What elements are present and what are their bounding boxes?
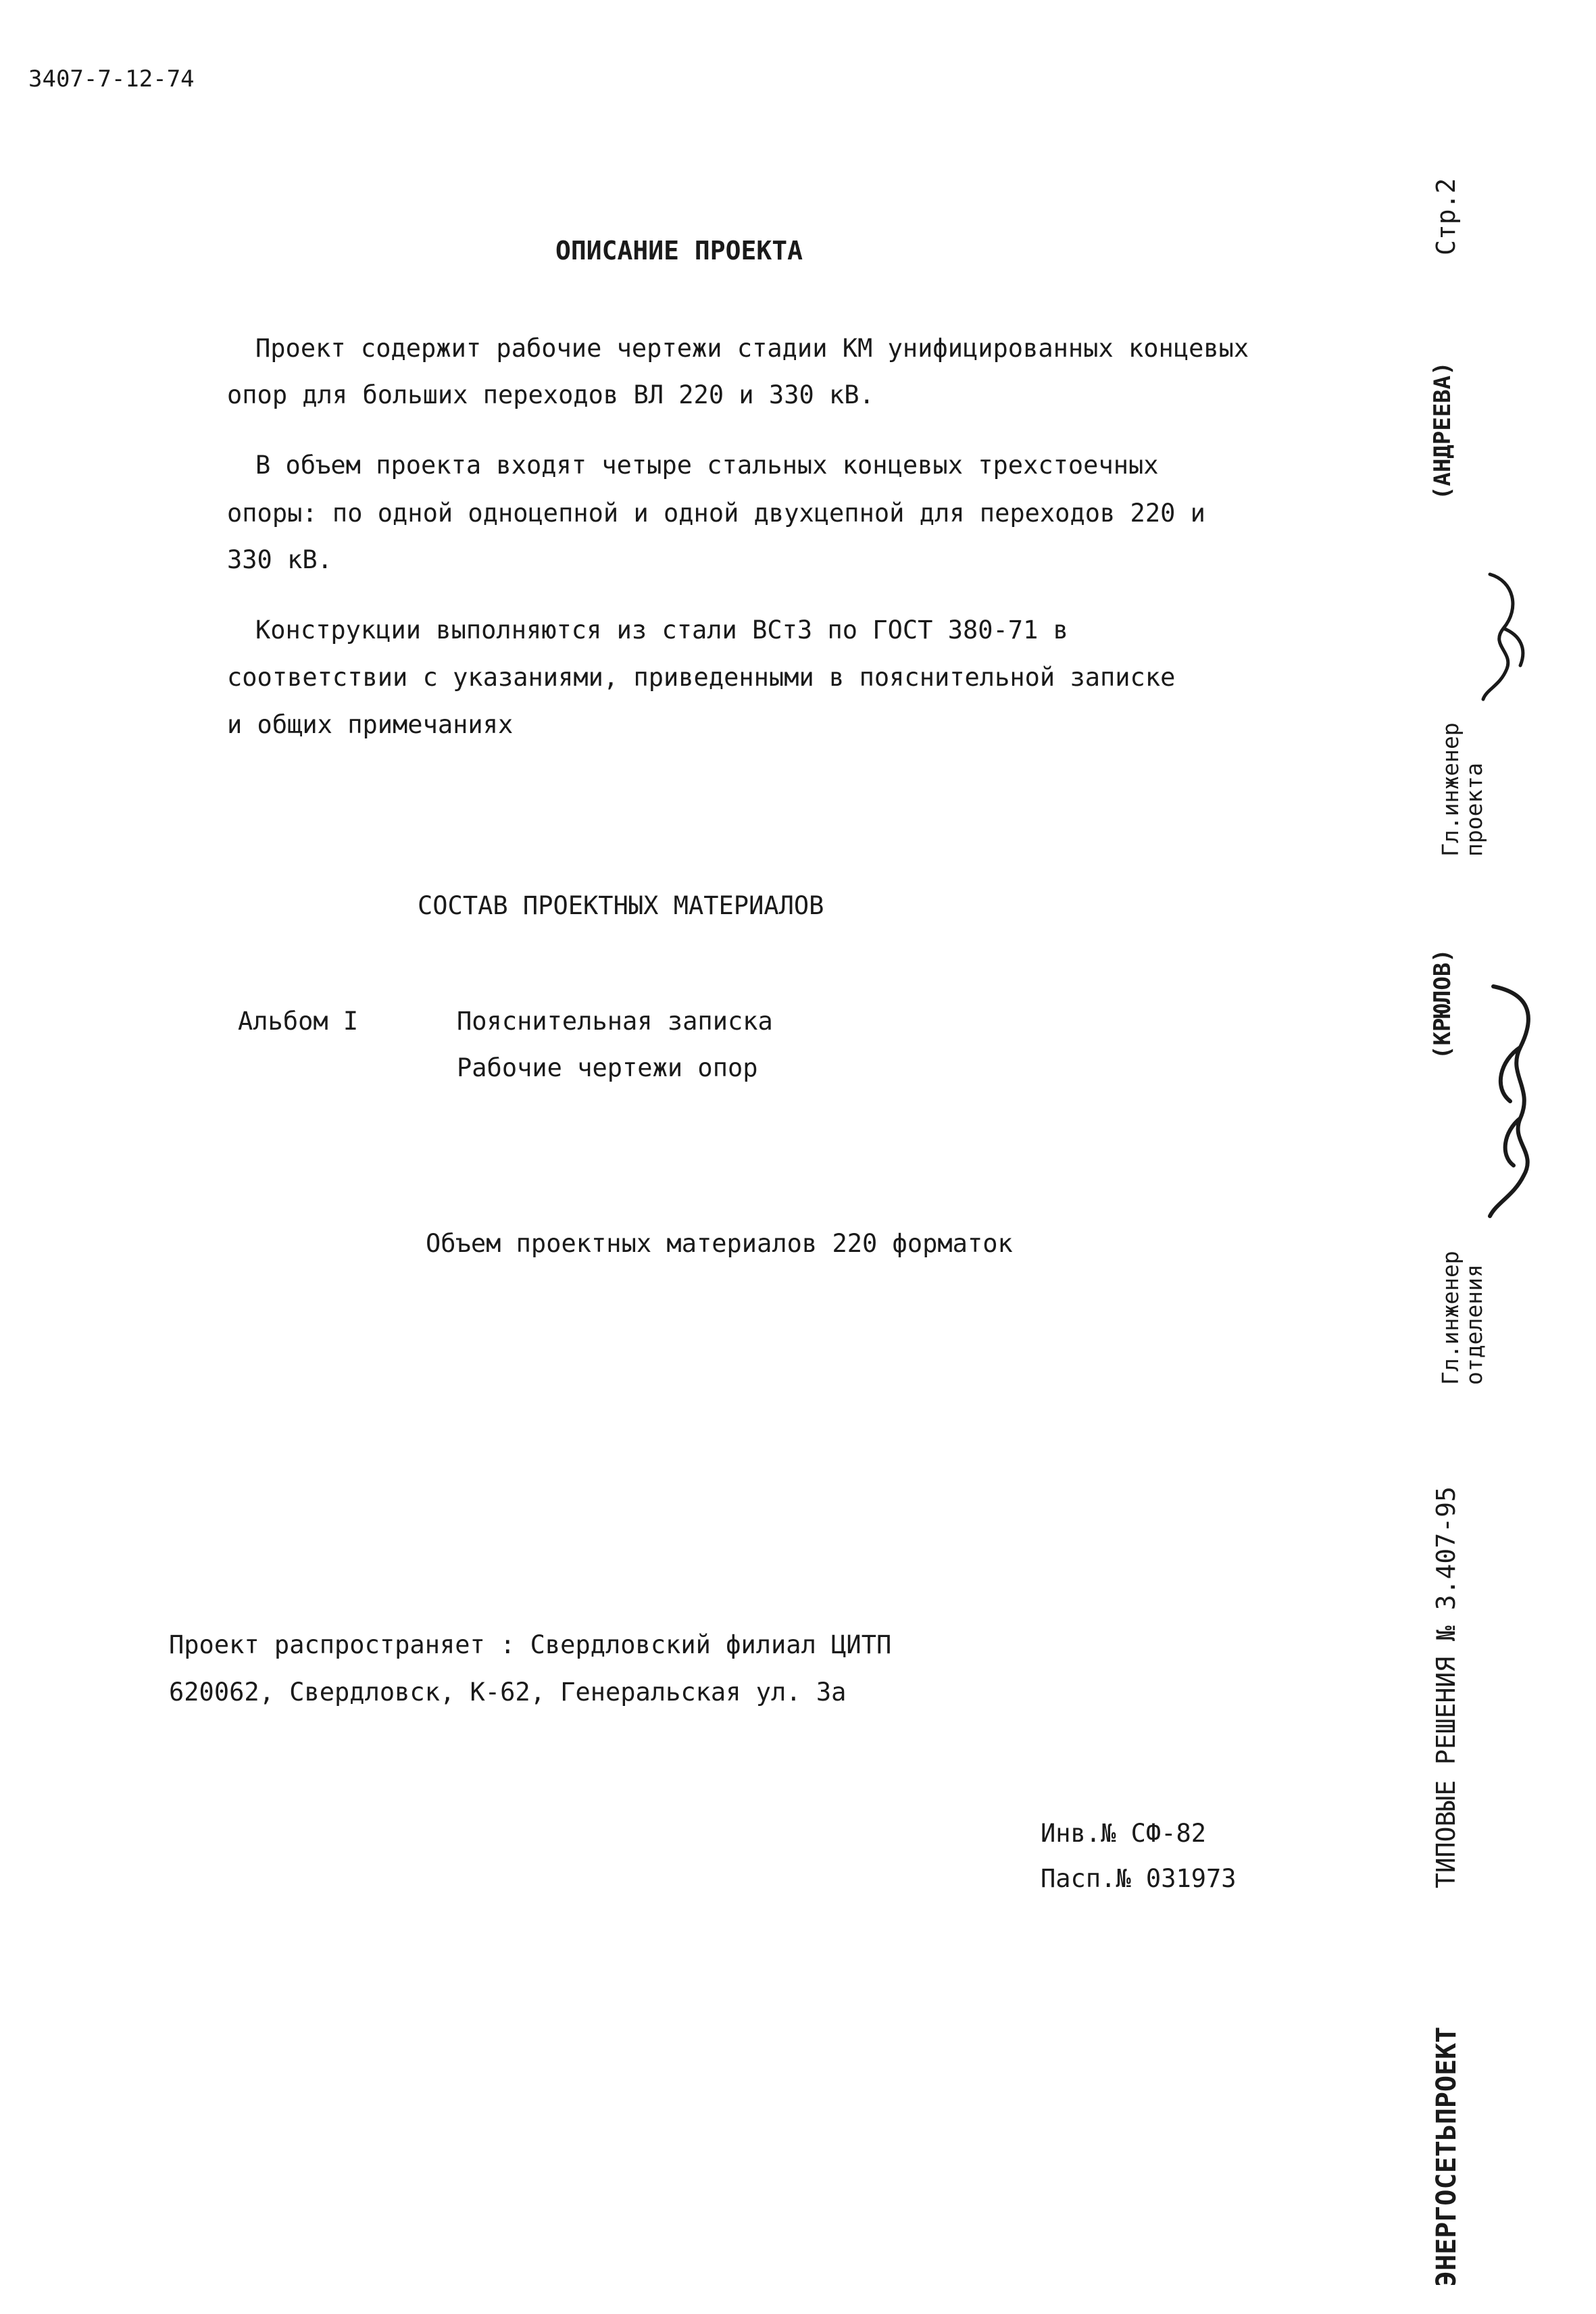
distributor-address: 620062, Свердловск, К-62, Генеральская ул. 3а: [169, 1678, 847, 1707]
paragraph-2-line-3: 330 кВ.: [227, 545, 332, 574]
composition-item: Рабочие чертежи опор: [457, 1053, 758, 1082]
organization-stamp: ЭНЕРГОСЕТЬПРОЕКТ: [1431, 2026, 1462, 2287]
distributor-line-1: Проект распространяет : Свердловский филиал ЦИТП: [169, 1630, 892, 1659]
paragraph-3-line-2: соответствии с указаниями, приведенными в пояснительной записке: [227, 663, 1176, 692]
approver-2-role: [1439, 1251, 1486, 1385]
paragraph-1-line-2: опор для больших переходов ВЛ 220 и 330 кВ.: [227, 380, 874, 409]
page-title: ОПИСАНИЕ ПРОЕКТА: [555, 236, 803, 266]
signature-andreeva: [1473, 554, 1534, 709]
approver-2-name: (КРЮЛОВ): [1429, 949, 1456, 1059]
signature-krulov: [1473, 973, 1547, 1230]
inventory-number: Инв.№ СФ-82: [1041, 1819, 1207, 1848]
approver-2-role-line-1: Гл.инженер: [1437, 1251, 1464, 1385]
paragraph-3-line-3: и общих примечаниях: [227, 710, 514, 739]
series-stamp: ТИПОВЫЕ РЕШЕНИЯ № 3.407-95: [1431, 1486, 1461, 1888]
passport-number: Пасп.№ 031973: [1041, 1864, 1237, 1893]
album-label: Альбом I: [238, 1007, 359, 1036]
paragraph-2-line-1: В объем проекта входят четыре стальных концевых трехстоечных: [255, 451, 1159, 480]
approver-1-role-line-1: Гл.инженер: [1437, 722, 1464, 857]
composition-item: Пояснительная записка: [457, 1007, 773, 1036]
document-code: 3407-7-12-74: [28, 66, 195, 93]
approver-1-role: [1439, 722, 1486, 857]
composition-heading: СОСТАВ ПРОЕКТНЫХ МАТЕРИАЛОВ: [418, 891, 824, 920]
approver-1-role-line-2: проекта: [1460, 762, 1487, 857]
volume-note: Объем проектных материалов 220 форматок: [426, 1229, 1013, 1258]
paragraph-1-line-1: Проект содержит рабочие чертежи стадии КМ унифицированных концевых: [255, 334, 1249, 363]
approver-1-name: (АНДРЕЕВА): [1429, 361, 1456, 500]
page-number: Стр.2: [1431, 178, 1461, 255]
paragraph-3-line-1: Конструкции выполняются из стали ВСт3 по ГОСТ 380-71 в: [255, 615, 1068, 645]
approver-2-role-line-2: отделения: [1460, 1264, 1487, 1385]
paragraph-2-line-2: опоры: по одной одноцепной и одной двухцепной для переходов 220 и: [227, 499, 1205, 528]
